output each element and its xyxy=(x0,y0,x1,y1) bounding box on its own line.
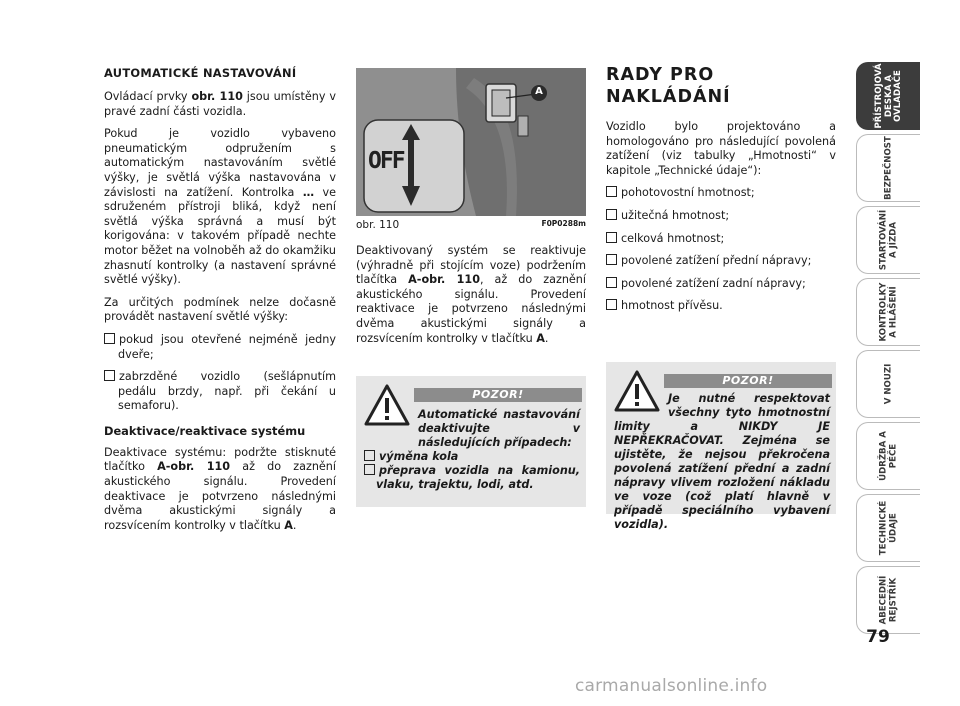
text: , až do zaznění akustického signálu. Provedení reaktivace je potvrzeno následnými dvěma akustickými signály a rozsvícením kontrolky v tlačítku xyxy=(356,273,586,345)
list-item xyxy=(364,464,580,492)
text: jsou umístěny v pravé zadní části vozidla. xyxy=(104,90,336,118)
tab-label: STARTOVÁNÍ A JÍZDA xyxy=(878,209,898,271)
warning-box-1 xyxy=(356,376,586,507)
list-item xyxy=(606,299,836,314)
list-item xyxy=(606,232,836,247)
text: . xyxy=(544,331,549,345)
column-left xyxy=(104,66,336,541)
text: Deaktivace systému: podržte stisknuté tlačítko xyxy=(104,445,336,474)
text: Automatické nastavování deaktivujte v následujících případech: xyxy=(418,408,580,449)
tab-label: V NOUZI xyxy=(882,363,893,405)
checkbox-bullet-icon xyxy=(606,277,617,288)
text: výměna kola xyxy=(379,450,459,463)
list-item xyxy=(606,186,836,201)
text: celková hmotnost; xyxy=(621,231,725,245)
text: Ovládací prvky xyxy=(104,90,192,103)
warning-heading: POZOR! xyxy=(414,388,582,402)
text: ve sdruženém přístroji bliká, když není světlá výška správná a musí být korigována: v takovém případě nechte motor běžet na volnoběh až do okamžiku zhasnutí kontrolky (a nastavení správné světlé výšky). xyxy=(104,185,337,287)
caption-text: obr. 110 xyxy=(356,219,400,231)
tab-label: KONTROLKY A HLÁŠENÍ xyxy=(878,282,898,342)
text: . xyxy=(292,518,297,532)
tab-startovani[interactable] xyxy=(856,206,920,274)
tab-label: TECHNICKÉ ÚDAJE xyxy=(878,500,898,556)
figure-code: F0P0288m xyxy=(541,219,586,228)
text: Je nutné respektovat všechny tyto hmotnostní limity a NIKDY JE NEPŘEKRAČOVAT. Zejména se ujistěte, že nejsou překročena povolená zatížení přední a zadní nápravy vlivem rozložení nákladu ve voze (což platí hlavně v případě speciálního vybavení vozidla). xyxy=(614,392,830,531)
text: pokud jsou otevřené nejméně jedny dveře; xyxy=(118,332,336,361)
paragraph-suspension xyxy=(104,127,336,288)
checkbox-bullet-icon xyxy=(606,299,617,310)
figure-ref: obr. 110 xyxy=(191,90,243,103)
tab-udrzba[interactable] xyxy=(856,422,920,490)
text: Deaktivovaný systém se reaktivuje (výhradně při stojícím voze) podržením tlačítka xyxy=(356,244,586,287)
text: pohotovostní hmotnost; xyxy=(621,186,755,200)
page-number: 79 xyxy=(866,627,890,647)
text: hmotnost přívěsu. xyxy=(621,299,723,313)
checkbox-bullet-icon xyxy=(364,450,375,461)
off-label: OFF xyxy=(368,148,404,174)
text: povolené zatížení zadní nápravy; xyxy=(621,276,806,290)
text: přeprava vozidla na kamionu, vlaku, trajektu, lodi, atd. xyxy=(376,464,580,491)
title-line: NAKLÁDÁNÍ xyxy=(606,87,731,107)
checkbox-bullet-icon xyxy=(606,232,617,243)
tab-label: PŘÍSTROJOVÁ DESKA A OVLADAČE xyxy=(873,63,903,129)
section-heading-automatic: AUTOMATICKÉ NASTAVOVÁNÍ xyxy=(104,66,297,80)
tab-technicke-udaje[interactable] xyxy=(856,494,920,562)
tab-pristrojova-deska[interactable] xyxy=(856,62,920,130)
column-middle xyxy=(356,244,586,354)
figure-ref: A-obr. 110 xyxy=(157,460,231,474)
tab-kontrolky[interactable] xyxy=(856,278,920,346)
paragraph-conditions: Za určitých podmínek nelze dočasně provádět nastavení světlé výšky: xyxy=(104,295,336,324)
watermark: carmanualsonline.info xyxy=(575,676,768,696)
list-item xyxy=(606,277,836,292)
list-item xyxy=(606,209,836,224)
warning-light-icon: … xyxy=(302,185,314,199)
float-spacer xyxy=(614,392,668,420)
text: Pokud je vozidlo vybaveno pneumatickým odpružením s automatickým nastavováním světlé výšky, je světlá výška nastavována v závislosti na zatížení. Kontrolka xyxy=(104,127,336,199)
tab-bezpecnost[interactable] xyxy=(856,134,920,202)
text: povolené zatížení přední nápravy; xyxy=(621,254,812,268)
subheading-deactivation: Deaktivace/reaktivace systému xyxy=(104,423,306,438)
tab-label: ÚDRŽBA A PÉČE xyxy=(878,431,898,481)
list-item xyxy=(104,333,336,362)
button-ref: A xyxy=(284,518,293,532)
text: zabrzděné vozidlo (sešlápnutím pedálu brzdy, např. při čekání u semaforu). xyxy=(118,370,336,413)
list-item xyxy=(364,450,580,464)
tab-v-nouzi[interactable] xyxy=(856,350,920,418)
text: až do zaznění akustického signálu. Provedení deaktivace je potvrzeno následnými dvěma akustickými signály a rozsvícením kontrolky v tlačítku xyxy=(104,460,336,532)
tab-label: ABECEDNÍ REJSTŘÍK xyxy=(878,575,898,625)
checkbox-bullet-icon xyxy=(364,464,375,475)
section-title-loading xyxy=(606,64,836,108)
checkbox-bullet-icon xyxy=(606,186,617,197)
warning-box-2 xyxy=(606,362,836,531)
chapter-tabs xyxy=(856,62,920,638)
figure-caption xyxy=(356,219,586,231)
checkbox-bullet-icon xyxy=(606,209,617,220)
checkbox-bullet-icon xyxy=(104,333,115,344)
tab-label: BEZPEČNOST xyxy=(882,136,893,200)
figure-110 xyxy=(356,68,586,216)
checkbox-bullet-icon xyxy=(104,370,115,381)
warning-heading: POZOR! xyxy=(664,374,832,388)
paragraph-deactivation xyxy=(104,446,336,534)
button-ref: A xyxy=(536,331,545,345)
paragraph-intro: Vozidlo bylo projektováno a homologováno pro následující povolená zatížení (viz tabulky „Hmotnosti“ v kapitole „Technické údaje“): xyxy=(606,120,836,177)
list-item xyxy=(606,254,836,269)
list-item xyxy=(104,370,336,414)
title-line: RADY PRO xyxy=(606,65,715,85)
figure-ref: A-obr. 110 xyxy=(408,273,480,287)
tab-abecedni-rejstrik[interactable] xyxy=(856,566,920,634)
text: užitečná hmotnost; xyxy=(621,208,730,222)
figure-illustration xyxy=(356,68,586,216)
warning-text xyxy=(364,408,580,492)
paragraph-controls xyxy=(104,90,336,119)
warning-text xyxy=(614,392,830,532)
column-right xyxy=(606,64,836,322)
paragraph-reactivation xyxy=(356,244,586,346)
checkbox-bullet-icon xyxy=(606,254,617,265)
callout-a: A xyxy=(535,86,543,97)
